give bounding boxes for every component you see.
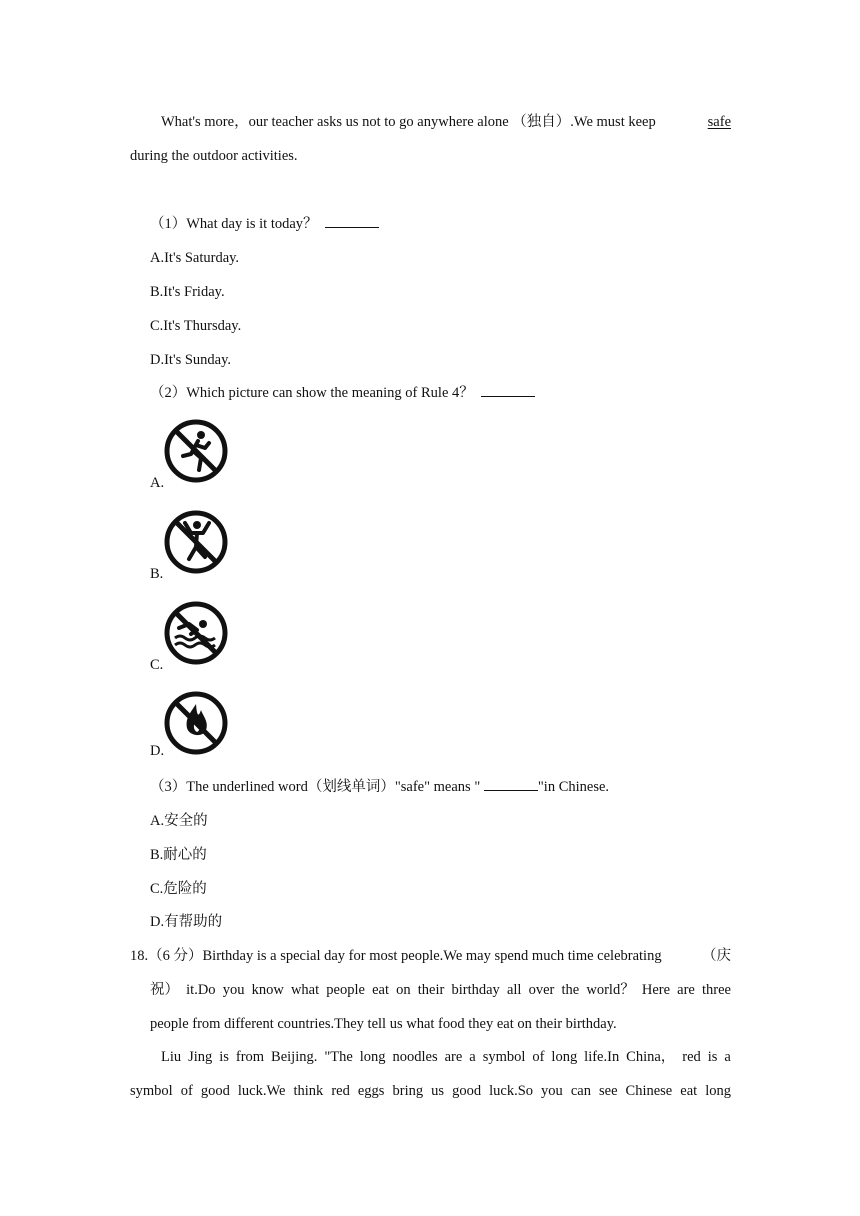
no-fire-sign-icon[interactable] (163, 690, 229, 756)
word: on (396, 982, 411, 998)
word: good (200, 1083, 230, 1099)
question-18-line-end: （庆 (702, 948, 731, 964)
word: long (359, 1049, 386, 1065)
passage-line-2: during the outdoor activities. (130, 148, 298, 164)
word: a (724, 1049, 731, 1065)
word: "The (324, 1049, 353, 1065)
question-1-option-b[interactable]: B.It's Friday. (150, 284, 225, 300)
word: us (431, 1083, 445, 1099)
question-3-option-b[interactable]: B.耐心的 (150, 847, 207, 863)
question-2-option-a-label[interactable]: A. (150, 475, 165, 491)
question-2-text: （2）Which picture can show the meaning of Rule 4？ (150, 385, 474, 401)
word: good (452, 1083, 482, 1099)
question-1-option-a[interactable]: A.It's Saturday. (150, 250, 240, 266)
word: eat (372, 982, 389, 998)
word: are (677, 982, 695, 998)
question-2-option-b-label[interactable]: B. (150, 566, 164, 582)
word: Chinese (625, 1083, 673, 1099)
word: over (528, 982, 555, 998)
question-18-line-4 (161, 1047, 731, 1067)
question-1-option-d[interactable]: D.It's Sunday. (150, 352, 232, 368)
question-3-option-d[interactable]: D.有帮助的 (150, 914, 223, 930)
word: is (219, 1049, 229, 1065)
word: symbol (130, 1083, 173, 1099)
word: can (570, 1083, 591, 1099)
no-swimming-sign-icon[interactable] (163, 600, 229, 666)
word: 祝） (150, 982, 179, 998)
word: Jing (188, 1049, 213, 1065)
word: Here (641, 982, 671, 998)
word: three (702, 982, 731, 998)
word: people (326, 982, 365, 998)
question-2-option-c-label[interactable]: C. (150, 657, 164, 673)
word: think (293, 1083, 324, 1099)
word: noodles (392, 1049, 438, 1065)
word: of (180, 1083, 193, 1099)
word: know (251, 982, 284, 998)
answer-blank-2[interactable] (481, 384, 535, 397)
question-1-option-c[interactable]: C.It's Thursday. (150, 318, 242, 334)
word: long (551, 1049, 578, 1065)
question-1-stem (150, 214, 379, 234)
word: a (469, 1049, 476, 1065)
question-18-line-3: people from different countries.They tell us what food they eat on their birthday. (150, 1016, 617, 1032)
question-18-line-1 (130, 946, 731, 966)
word: luck.We (237, 1083, 286, 1099)
passage-text: What's more，our teacher asks us not to go anywhere alone （独自）.We must keep (161, 114, 656, 130)
passage-line-1 (161, 112, 731, 132)
word: see (598, 1083, 618, 1099)
word: red (331, 1083, 350, 1099)
word: eggs (357, 1083, 385, 1099)
word: you (541, 1083, 563, 1099)
word: are (444, 1049, 463, 1065)
question-3-stem (150, 777, 609, 797)
word: of (532, 1049, 545, 1065)
word: long (705, 1083, 731, 1099)
question-2-stem (150, 383, 535, 403)
no-climbing-sign-icon[interactable] (163, 509, 229, 575)
word: it.Do (186, 982, 216, 998)
word: world？ (586, 982, 635, 998)
word: all (506, 982, 522, 998)
answer-blank-1[interactable] (325, 215, 379, 228)
no-running-sign-icon[interactable] (163, 418, 229, 484)
question-3-option-c[interactable]: C.危险的 (150, 881, 207, 897)
word: luck.So (489, 1083, 534, 1099)
word: what (290, 982, 320, 998)
underlined-word-safe: safe (707, 114, 731, 130)
question-3-text-end: "in Chinese. (537, 779, 610, 795)
word: bring (392, 1083, 424, 1099)
word: birthday (451, 982, 500, 998)
word: from (235, 1049, 265, 1065)
question-18-line-5 (130, 1081, 731, 1101)
word: is (707, 1049, 718, 1065)
question-18-heading: 18.（6 分）Birthday is a special day for most people.We may spend much time celebrating (130, 948, 662, 964)
question-3-option-a[interactable]: A.安全的 (150, 813, 208, 829)
word: you (222, 982, 245, 998)
word: eat (680, 1083, 698, 1099)
word: their (417, 982, 445, 998)
word: China， (626, 1049, 676, 1065)
word: Liu (161, 1049, 182, 1065)
answer-blank-3[interactable] (484, 778, 538, 791)
word: symbol (482, 1049, 526, 1065)
word: life.In (584, 1049, 620, 1065)
question-18-line-2 (150, 980, 731, 1000)
question-3-text-start: （3）The underlined word（划线单词）"safe" means " (150, 779, 481, 795)
word: Beijing. (271, 1049, 318, 1065)
word: red (682, 1049, 701, 1065)
question-2-option-d-label[interactable]: D. (150, 743, 165, 759)
word: the (561, 982, 580, 998)
question-1-text: （1）What day is it today？ (150, 216, 318, 232)
